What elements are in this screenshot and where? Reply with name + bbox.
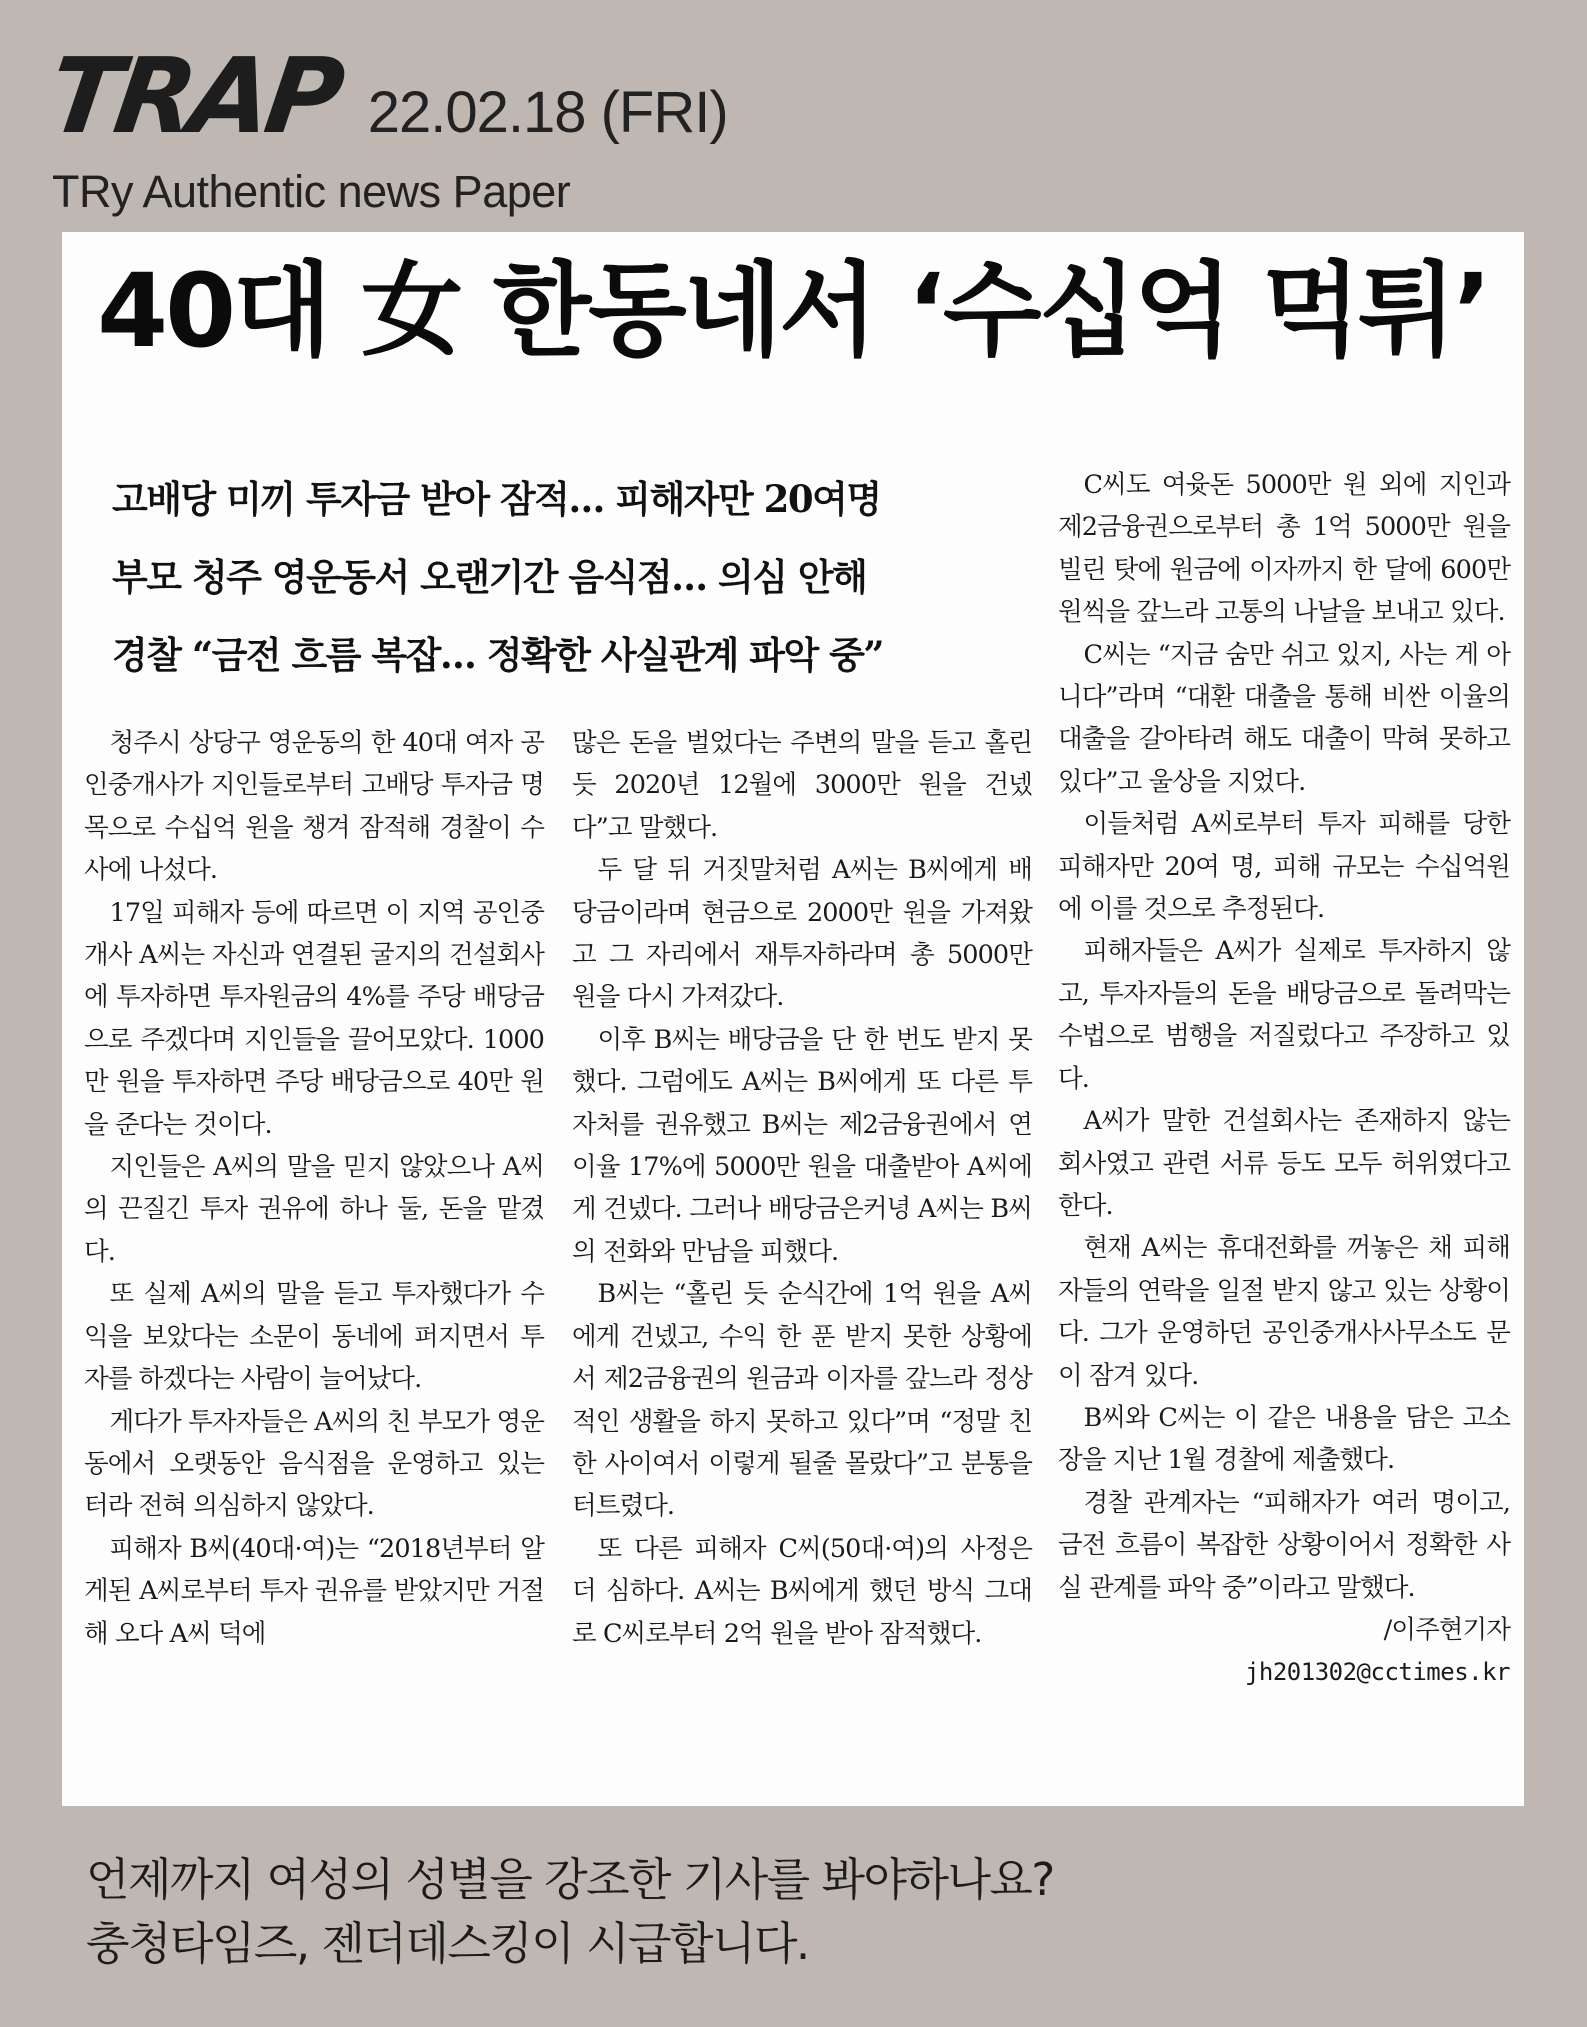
article-paragraph: 17일 피해자 등에 따르면 이 지역 공인중개사 A씨는 자신과 연결된 굴지의 건설회사에 투자하면 투자원금의 4%를 주당 배당금으로 주겠다며 지인들을 끌어모았다. 1000만 원을 투자하면 주당 배당금으로 40만 원을 준다는 것이다. xyxy=(84,897,544,1140)
article-headline: 40대 女 한동네서 ‘수십억 먹튀’ xyxy=(97,252,1489,371)
reporter-email: jh201302@cctimes.kr xyxy=(1244,1658,1510,1687)
article-paragraph: C씨는 “지금 숨만 쉬고 있지, 사는 게 아니다”라며 “대환 대출을 통해 비싼 이율의 대출을 갈아타려 해도 대출이 막혀 못하고 있다”고 울상을 지었다. xyxy=(1058,639,1510,797)
article-paragraph: B씨와 C씨는 이 같은 내용을 담은 고소장을 지난 1월 경찰에 제출했다. xyxy=(1058,1402,1510,1476)
article-paragraph: C씨도 여윳돈 5000만 원 외에 지인과 제2금융권으로부터 총 1억 5000만 원을 빌린 탓에 원금에 이자까지 한 달에 600만 원씩을 갚느라 고통의 나날을 보내고 있다. xyxy=(1058,470,1510,628)
commentary-caption xyxy=(86,1848,1054,1976)
article-paragraph: 또 실제 A씨의 말을 듣고 투자했다가 수익을 보았다는 소문이 동네에 퍼지면서 투자를 하겠다는 사람이 늘어났다. xyxy=(84,1279,544,1395)
issue-date: 22.02.18 (FRI) xyxy=(367,80,728,145)
article-paragraph: 청주시 상당구 영운동의 한 40대 여자 공인중개사가 지인들로부터 고배당 투자금 명목으로 수십억 원을 챙겨 잠적해 경찰이 수사에 나섰다. xyxy=(84,728,544,886)
article-paragraph: 경찰 관계자는 “피해자가 여러 명이고, 금전 흐름이 복잡한 상황이어서 정확한 사실 관계를 파악 중”이라고 말했다. xyxy=(1058,1487,1510,1603)
subheadline: 고배당 미끼 투자금 받아 잠적… 피해자만 20여명 xyxy=(112,477,881,521)
reporter-byline: /이주현기자 xyxy=(1383,1614,1510,1645)
brand-header xyxy=(41,35,728,157)
article-paragraph: 이후 B씨는 배당금을 단 한 번도 받지 못했다. 그럼에도 A씨는 B씨에게 또 다른 투자처를 권유했고 B씨는 제2금융권에서 연이율 17%에 5000만 원을 대출받아 A씨에게 건넸다. 그러나 배당금은커녕 A씨는 B씨의 전화와 만남을 피했다. xyxy=(572,1024,1032,1267)
tagline: TRy Authentic news Paper xyxy=(52,166,571,217)
subheadline: 부모 청주 영운동서 오랜기간 음식점… 의심 안해 xyxy=(112,555,867,599)
article-paragraph: 많은 돈을 벌었다는 주변의 말을 듣고 홀린 듯 2020년 12월에 3000만 원을 건넸다”고 말했다. xyxy=(572,728,1032,843)
article-column-3 xyxy=(1058,464,1510,1694)
article-paragraph: 게다가 투자자들은 A씨의 친 부모가 영운동에서 오랫동안 음식점을 운영하고 있는 터라 전혀 의심하지 않았다. xyxy=(84,1406,544,1522)
subheadline: 경찰 “금전 흐름 복잡… 정확한 사실관계 파악 중” xyxy=(112,633,884,677)
article-paragraph: 피해자들은 A씨가 실제로 투자하지 않고, 투자자들의 돈을 배당금으로 돌려막는 수법으로 범행을 저질렀다고 주장하고 있다. xyxy=(1058,936,1510,1094)
caption-line: 충청타임즈, 젠더데스킹이 시급합니다. xyxy=(86,1917,809,1970)
trap-logo: TRAP xyxy=(41,35,347,157)
article-paragraph: 이들처럼 A씨로부터 투자 피해를 당한 피해자만 20여 명, 피해 규모는 수십억원에 이를 것으로 추정된다. xyxy=(1058,809,1510,925)
article-column-1 xyxy=(84,722,544,1655)
newspaper-clipping xyxy=(62,232,1524,1806)
article-paragraph: A씨가 말한 건설회사는 존재하지 않는 회사였고 관련 서류 등도 모두 허위였다고 한다. xyxy=(1058,1106,1510,1221)
article-paragraph: 지인들은 A씨의 말을 믿지 않았으나 A씨의 끈질긴 투자 권유에 하나 둘, 돈을 맡겼다. xyxy=(84,1152,544,1267)
article-subheadlines xyxy=(112,460,1072,694)
article-paragraph: B씨는 “홀린 듯 순식간에 1억 원을 A씨에게 건넸고, 수익 한 푼 받지 못한 상황에서 제2금융권의 원금과 이자를 갚느라 정상적인 생활을 하지 못하고 있다”며 “정말 친한 사이여서 이렇게 될줄 몰랐다”고 분통을 터트렸다. xyxy=(572,1279,1032,1522)
article-paragraph: 두 달 뒤 거짓말처럼 A씨는 B씨에게 배당금이라며 현금으로 2000만 원을 가져왔고 그 자리에서 재투자하라며 총 5000만 원을 다시 가져갔다. xyxy=(572,855,1032,1013)
article-paragraph: 또 다른 피해자 C씨(50대·여)의 사정은 더 심하다. A씨는 B씨에게 했던 방식 그대로 C씨로부터 2억 원을 받아 잠적했다. xyxy=(572,1533,1032,1649)
caption-line: 언제까지 여성의 성별을 강조한 기사를 봐야하나요? xyxy=(86,1853,1054,1906)
article-column-2 xyxy=(572,722,1032,1655)
article-paragraph: 피해자 B씨(40대·여)는 “2018년부터 알게된 A씨로부터 투자 권유를 받았지만 거절해 오다 A씨 덕에 xyxy=(84,1533,544,1649)
article-paragraph: 현재 A씨는 휴대전화를 꺼놓은 채 피해자들의 연락을 일절 받지 않고 있는 상황이다. 그가 운영하던 공인중개사사무소도 문이 잠겨 있다. xyxy=(1058,1233,1510,1391)
